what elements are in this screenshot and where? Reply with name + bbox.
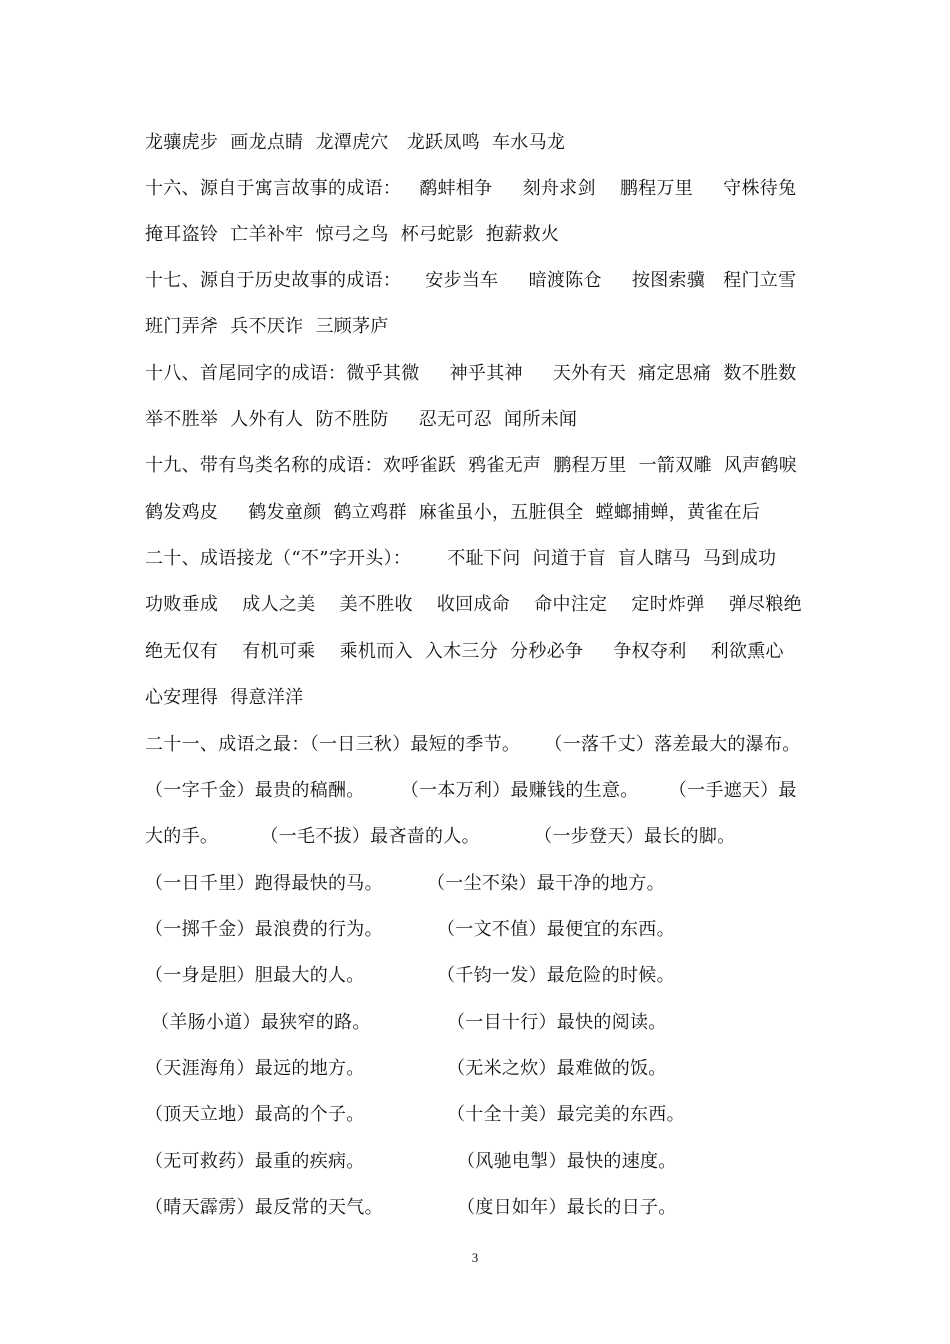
superlative-row bbox=[145, 1195, 677, 1299]
superlative-right: （十全十美）最完美的东西。 bbox=[447, 1104, 685, 1125]
text-line: 十八、首尾同字的成语：微乎其微 神乎其神 天外有天 痛定思痛 数不胜数 bbox=[145, 363, 797, 384]
text-line: 掩耳盗铃 亡羊补牢 惊弓之鸟 杯弓蛇影 抱薪救火 bbox=[145, 224, 560, 245]
superlative-right: （一文不值）最便宜的东西。 bbox=[437, 919, 675, 940]
text-line: 二十、成语接龙（“不”字开头）： 不耻下问 问道于盲 盲人瞎马 马到成功 bbox=[145, 548, 777, 569]
text-line: 大的手。 （一毛不拔）最吝啬的人。 （一步登天）最长的脚。 bbox=[145, 826, 736, 847]
text-line: 鹤发鸡皮 鹤发童颜 鹤立鸡群 麻雀虽小，五脏俱全 螳螂捕蝉，黄雀在后 bbox=[145, 502, 761, 523]
text-line: 龙骧虎步 画龙点睛 龙潭虎穴 龙跃凤鸣 车水马龙 bbox=[145, 132, 566, 153]
text-line: 功败垂成 成人之美 美不胜收 收回成命 命中注定 定时炸弹 弹尽粮绝 bbox=[145, 594, 802, 615]
superlative-left: （晴天霹雳）最反常的天气。 bbox=[145, 1197, 383, 1218]
text-line: 绝无仅有 有机可乘 乘机而入 入木三分 分秒必争 争权夺利 利欲熏心 bbox=[145, 641, 784, 662]
superlative-left: （天涯海角）最远的地方。 bbox=[145, 1058, 365, 1079]
superlative-left: （羊肠小道）最狭窄的路。 bbox=[145, 1012, 371, 1033]
superlative-right: （无米之炊）最难做的饭。 bbox=[447, 1058, 667, 1079]
superlative-left: （一身是胆）胆最大的人。 bbox=[145, 965, 365, 986]
text-line: 班门弄斧 兵不厌诈 三顾茅庐 bbox=[145, 316, 389, 337]
superlative-right: （度日如年）最长的日子。 bbox=[457, 1197, 677, 1218]
superlative-left: （无可救药）最重的疾病。 bbox=[145, 1151, 365, 1172]
text-line: 十七、源自于历史故事的成语： 安步当车 暗渡陈仓 按图索骥 程门立雪 bbox=[145, 270, 797, 291]
superlative-right: （千钧一发）最危险的时候。 bbox=[437, 965, 675, 986]
page-number: 3 bbox=[471, 1250, 479, 1265]
superlative-left: （顶天立地）最高的个子。 bbox=[145, 1104, 365, 1125]
superlative-left: （一日千里）跑得最快的马。 bbox=[145, 873, 383, 894]
superlative-left: （一掷千金）最浪费的行为。 bbox=[145, 919, 383, 940]
superlative-right: （风驰电掣）最快的速度。 bbox=[457, 1151, 677, 1172]
superlative-right: （一目十行）最快的阅读。 bbox=[447, 1012, 667, 1033]
text-line: 十六、源自于寓言故事的成语： 鹬蚌相争 刻舟求剑 鹏程万里 守株待兔 bbox=[145, 178, 797, 199]
superlative-right: （一尘不染）最干净的地方。 bbox=[427, 873, 665, 894]
text-line: 二十一、成语之最：（一日三秋）最短的季节。 （一落千丈）落差最大的瀑布。 bbox=[145, 734, 801, 755]
text-line: 心安理得 得意洋洋 bbox=[145, 687, 304, 708]
text-line: 十九、带有鸟类名称的成语：欢呼雀跃 鸦雀无声 鹏程万里 一箭双雕 风声鹤唳 bbox=[145, 455, 798, 476]
text-line: 举不胜举 人外有人 防不胜防 忍无可忍 闻所未闻 bbox=[145, 409, 578, 430]
text-line: （一字千金）最贵的稿酬。 （一本万利）最赚钱的生意。 （一手遮天）最 bbox=[145, 780, 797, 801]
